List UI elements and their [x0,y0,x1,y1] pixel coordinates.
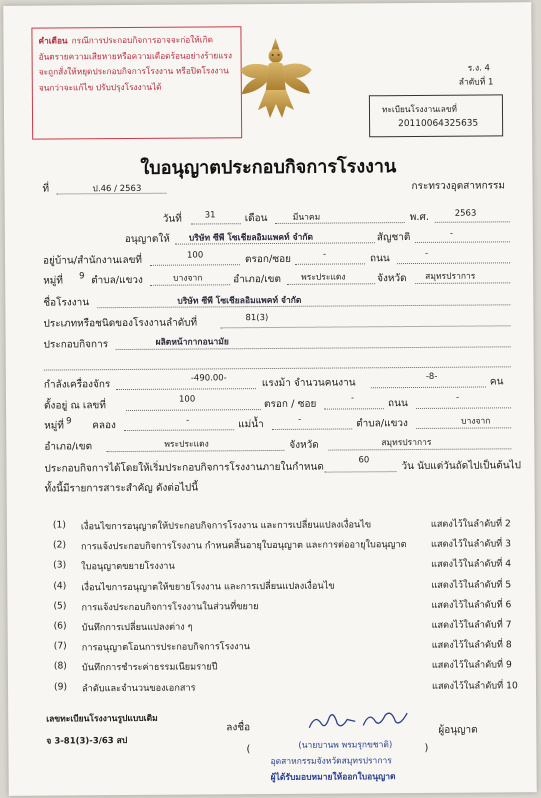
attachment-number: (2) [52,539,67,551]
start-text-before: ประกอบกิจการได้โดยให้เริ่มประกอบกิจการโรงงานภายในกำหนด [44,461,324,475]
attachment-number: (6) [53,620,67,632]
address-soi-label: ตรอก/ซอย [244,253,292,266]
amphoe-value: พระประแดง [301,272,346,283]
registration-number: 20110064325635 [398,118,479,130]
old-reg-label: เลขทะเบียนโรงงานรูปแบบเดิม [46,713,158,725]
capacity-workers-unit: คน [489,376,504,388]
start-days: 60 [358,455,370,466]
location-label: ตั้งอยู่ ณ เลขที่ [44,400,106,412]
essentials-text: ทั้งนี้มีรายการสาระสำคัญ ดังต่อไปนี้ [44,482,199,495]
warning-lead: คำเตือน [38,35,68,46]
attachment-ref: แสดงไว้ในลำดับที่ 6 [431,599,512,611]
business-label: ประกอบกิจการ [43,339,109,351]
ministry: กระทรวงอุตสาหกรรม [411,180,506,193]
registration-label: ทะเบียนโรงงานเลขที่ [381,103,457,115]
attachment-number: (9) [53,681,68,693]
nationality-value: - [449,228,453,239]
tambon-value: บางจาก [173,273,203,284]
old-reg-value: จ 3-81(3)-3/63 สป [46,736,128,747]
address-number: 100 [186,250,204,261]
attachment-text: การอนุญาตโอนการประกอบกิจการโรงงาน [81,641,251,654]
date-month-label: เดือน [244,213,268,225]
capacity-workers: -8- [425,371,438,382]
warning-box [31,26,242,139]
date-day: 31 [204,210,216,221]
loc-moo-value: 9 [66,416,72,427]
page-title: ใบอนุญาตประกอบกิจการโรงงาน [140,156,397,179]
attachment-text: ใบอนุญาตขยายโรงงาน [81,561,175,573]
attachment-text: ลำดับและจำนวนของเอกสาร [81,682,196,694]
attachment-ref: แสดงไว้ในลำดับที่ 4 [431,558,512,571]
start-text-after: วัน นับแต่วันถัดไปเป็นต้นไป [401,460,521,473]
attachment-text: การแจ้งประกอบกิจการโรงงานในส่วนที่ขยาย [81,600,259,614]
garuda-emblem-icon [235,34,316,125]
business-value: ผลิตหน้ากากอนามัย [155,337,229,348]
attachment-text: เงื่อนไขการอนุญาตให้ขยายโรงงาน และการเปลี่ยนแปลงเงื่อนไข [81,580,335,593]
attachment-text: บันทึกการชำระค่าธรรมเนียมรายปี [81,661,218,674]
province-label: จังหวัด [377,273,407,285]
signer-name: (นายบานพ พรมรุกขชาติ) [298,740,393,751]
form-sequence: ลำดับที่ 1 [458,77,494,88]
doc-no-value: ป.46 / 2563 [92,183,142,195]
nationality-label: สัญชาติ [376,232,411,244]
handwritten-signature-icon [303,705,413,736]
loc-amphoe-label: อำเภอ/เขต [44,441,93,453]
amphoe-label: อำเภอ/เขต [233,273,281,286]
attachment-number: (4) [53,580,67,592]
address-soi: - [322,249,327,260]
loc-tambon-value: บางจาก [461,416,491,427]
license-document [3,2,537,796]
attachment-text: บันทึกการเปลี่ยนแปลงต่าง ๆ [81,621,193,634]
location-number: 100 [178,394,196,405]
capacity-label: กำลังเครื่องจักร [43,379,111,391]
attachment-ref: แสดงไว้ในลำดับที่ 2 [430,518,511,530]
paren-close: ) [424,742,429,754]
address-road-label: ถนน [369,253,390,265]
factory-type-value: 81(3) [245,313,269,324]
loc-province-value: สมุทรปราการ [381,437,432,449]
loc-khlong-label: คลอง [92,420,116,432]
capacity-hp-unit: แรงม้า จำนวนคนงาน [261,377,356,390]
attachment-ref: แสดงไว้ในลำดับที่ 5 [431,578,512,591]
attachment-number: (3) [53,559,67,571]
attachment-text: เงื่อนไขการอนุญาตให้ประกอบกิจการโรงงาน และการเปลี่ยนแปลงเงื่อนไข [80,519,372,533]
address-road: - [424,248,429,259]
loc-river-label: แม่น้ำ [238,419,264,431]
attachment-text: การแจ้งประกอบกิจการโรงงาน กำหนดสิ้นอายุใบอนุญาต และการต่ออายุใบอนุญาต [80,539,407,553]
factory-name-value: บริษัท ซีพี โซเชียลอิมแพคท์ จำกัด [177,295,302,307]
province-value: สมุทรปราการ [425,271,476,282]
attachment-ref: แสดงไว้ในลำดับที่ 9 [431,659,512,672]
loc-moo-label: หมู่ที่ [44,420,65,432]
attachment-ref: แสดงไว้ในลำดับที่ 10 [431,679,518,692]
date-month: มีนาคม [292,212,321,223]
date-year: 2563 [454,208,477,219]
attachment-ref: แสดงไว้ในลำดับที่ 3 [430,538,512,551]
moo-label: หมู่ที่ [43,275,63,287]
factory-name-label: ชื่อโรงงาน [43,297,90,309]
attachment-number: (1) [52,519,66,531]
warning-text: กรณีการประกอบกิจการอาจจะก่อให้เกิดอันตรายความเสียหายหรือความเดือดร้อนอย่างร้ายแรง จะถูกสั่งให้หยุดประกอบกิจการโรงงาน หรือปิดโรงงานจนกว่าจะแก้ไข ปรับปรุงโรงงานได้ [38,34,233,93]
location-road-label: ถนน [387,398,408,410]
registration-box [369,94,503,137]
factory-type-label: ประเภทหรือชนิดของโรงงานลำดับที่ [43,317,198,330]
signer-position-2: ผู้ได้รับมอบหมายให้ออกใบอนุญาต [270,772,396,784]
loc-tambon-label: ตำบล/แขวง [356,418,408,430]
paren-open: ( [246,744,251,756]
location-soi: - [350,393,355,404]
location-road: - [455,392,460,403]
form-code: ร.ง. 4 [467,63,490,74]
moo-value: 9 [79,271,85,282]
loc-khlong-value: - [186,415,190,426]
date-day-label: วันที่ [162,213,182,225]
capacity-hp: -490.00- [190,373,227,384]
loc-river-value: - [298,414,302,425]
licensor-label: ผู้อนุญาต [438,724,478,736]
doc-no-label: ที่ [42,183,50,195]
address-label: อยู่บ้าน/สำนักงานเลขที่ [42,254,143,267]
loc-amphoe-value: พระประแดง [164,439,209,450]
licensee-label: อนุญาตให้ [124,233,170,246]
tambon-label: ตำบล/แขวง [91,274,143,287]
signer-position-1: อุตสาหกรรมจังหวัดสมุทรปราการ [270,756,392,768]
attachment-number: (5) [53,600,67,612]
sign-label: ลงชื่อ [226,722,251,734]
date-year-label: พ.ศ. [409,211,430,224]
attachment-number: (8) [53,660,67,672]
attachment-ref: แสดงไว้ในลำดับที่ 7 [431,619,512,631]
location-soi-label: ตรอก / ซอย [264,398,317,411]
attachment-number: (7) [53,640,67,652]
attachment-ref: แสดงไว้ในลำดับที่ 8 [431,639,512,652]
loc-province-label: จังหวัด [289,439,319,451]
licensee-value: บริษัท ซีพี โซเชียลอิมแพคท์ จำกัด [188,232,314,244]
